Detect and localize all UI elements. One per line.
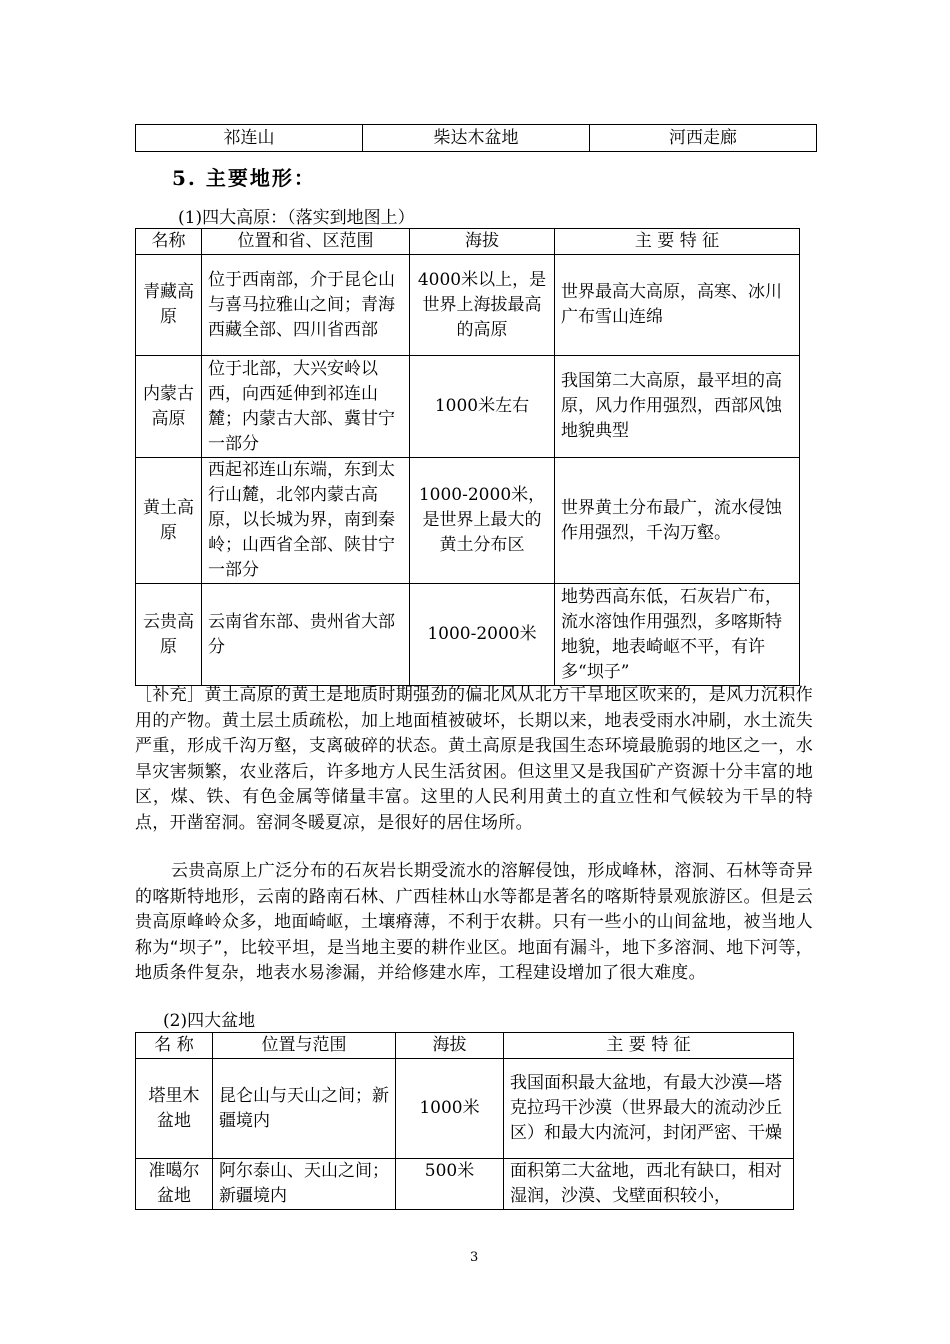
- table-header-row: [136, 229, 800, 255]
- table-row: [136, 356, 800, 458]
- plateau-location: 位于西南部，介于昆仑山与喜马拉雅山之间；青海西藏全部、四川省西部: [202, 255, 410, 356]
- plateau-table: [135, 228, 800, 686]
- table-row: [136, 1059, 794, 1159]
- header-cell: 名 称: [136, 1033, 213, 1059]
- table-cell: 祁连山: [136, 125, 363, 152]
- header-cell: 名称: [136, 229, 202, 255]
- plateau-altitude: 1000-2000米: [410, 584, 555, 686]
- table-row: [136, 255, 800, 356]
- basin-name: 塔里木盆地: [136, 1059, 213, 1159]
- plateau-features: 我国第二大高原，最平坦的高原，风力作用强烈，西部风蚀地貌典型: [555, 356, 800, 458]
- header-cell: 位置与范围: [213, 1033, 396, 1059]
- basin-table: [135, 1032, 794, 1210]
- supplement-paragraph: ［补充］黄土高原的黄土是地质时期强劲的偏北风从北方干旱地区吹来的，是风力沉积作用的产物。黄土层土质疏松，加上地面植被破坏，长期以来，地表受雨水冲刷，水土流失严重，形成千沟万壑，支离破碎的状态。黄土高原是我国生态环境最脆弱的地区之一，水旱灾害频繁，农业落后，许多地方人民生活贫困。但这里又是我国矿产资源十分丰富的地区，煤、铁、有色金属等储量丰富。这里的人民利用黄土的直立性和气候较为干旱的特点，开凿窑洞。窑洞冬暖夏凉，是很好的居住场所。: [135, 685, 813, 833]
- top-continuation-table: [135, 124, 817, 152]
- plateau-features: 地势西高东低，石灰岩广布，流水溶蚀作用强烈，多喀斯特地貌，地表崎岖不平，有许多“坝子”: [555, 584, 800, 686]
- table-row: [136, 584, 800, 686]
- table-row: [136, 458, 800, 584]
- basin-features: 面积第二大盆地，西北有缺口，相对湿润，沙漠、戈壁面积较小，: [504, 1159, 794, 1210]
- plateau-altitude: 1000-2000米，是世界上最大的黄土分布区: [410, 458, 555, 584]
- header-cell: 位置和省、区范围: [202, 229, 410, 255]
- plateau-location: 西起祁连山东端，东到太行山麓，北邻内蒙古高原，以长城为界，南到秦岭；山西省全部、陕甘宁一部分: [202, 458, 410, 584]
- header-cell: 海拔: [396, 1033, 504, 1059]
- table-cell: 柴达木盆地: [363, 125, 590, 152]
- header-cell: 主 要 特 征: [504, 1033, 794, 1059]
- plateau-altitude: 1000米左右: [410, 356, 555, 458]
- plateau-name: 云贵高原: [136, 584, 202, 686]
- basin-location: 阿尔泰山、天山之间；新疆境内: [213, 1159, 396, 1210]
- basin-features: 我国面积最大盆地，有最大沙漠—塔克拉玛干沙漠（世界最大的流动沙丘区）和最大内流河，封闭严密、干燥: [504, 1059, 794, 1159]
- plateau-name: 内蒙古高原: [136, 356, 202, 458]
- basin-name: 准噶尔盆地: [136, 1159, 213, 1210]
- supplement-paragraph: 云贵高原上广泛分布的石灰岩长期受流水的溶解侵蚀，形成峰林，溶洞、石林等奇异的喀斯特地形，云南的路南石林、广西桂林山水等都是著名的喀斯特景观旅游区。但是云贵高原峰岭众多，地面崎岖，土壤瘠薄，不利于农耕。只有一些小的山间盆地，被当地人称为“坝子”，比较平坦，是当地主要的耕作业区。地面有漏斗，地下多溶洞、地下河等，地质条件复杂，地表水易渗漏，并给修建水库，工程建设增加了很大难度。: [135, 861, 813, 983]
- table-cell: 河西走廊: [590, 125, 817, 152]
- plateau-location: 云南省东部、贵州省大部分: [202, 584, 410, 686]
- page-number: 3: [470, 1250, 479, 1265]
- plateau-location: 位于北部，大兴安岭以西，向西延伸到祁连山麓；内蒙古大部、冀甘宁一部分: [202, 356, 410, 458]
- basin-location: 昆仑山与天山之间；新疆境内: [213, 1059, 396, 1159]
- basin-altitude: 1000米: [396, 1059, 504, 1159]
- table-row: [136, 125, 817, 152]
- plateau-features: 世界最高大高原，高寒、冰川广布雪山连绵: [555, 255, 800, 356]
- basin-caption: (2)四大盆地: [163, 1011, 256, 1031]
- header-cell: 海拔: [410, 229, 555, 255]
- table-row: [136, 1159, 794, 1210]
- section-heading: 5. 主要地形：: [172, 166, 316, 190]
- plateau-name: 黄土高原: [136, 458, 202, 584]
- plateau-altitude: 4000米以上，是世界上海拔最高的高原: [410, 255, 555, 356]
- plateau-name: 青藏高原: [136, 255, 202, 356]
- header-cell: 主 要 特 征: [555, 229, 800, 255]
- table-header-row: [136, 1033, 794, 1059]
- basin-altitude: 500米: [396, 1159, 504, 1210]
- plateau-features: 世界黄土分布最广，流水侵蚀作用强烈，千沟万壑。: [555, 458, 800, 584]
- plateau-caption: (1)四大高原：（落实到地图上）: [178, 208, 415, 228]
